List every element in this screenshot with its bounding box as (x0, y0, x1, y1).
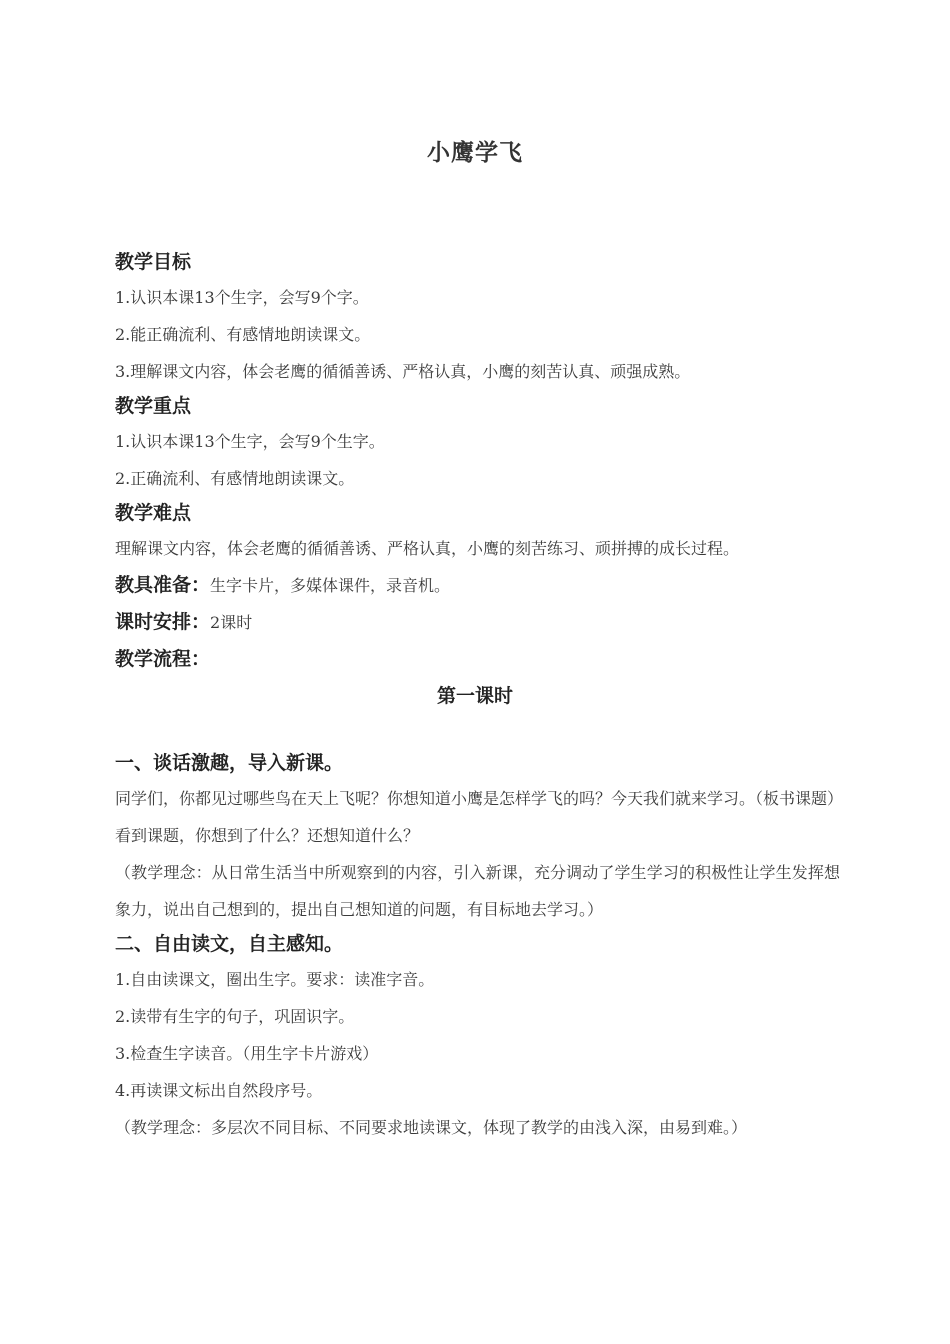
section2-item-4: 4.再读课文标出自然段序号。 (115, 1081, 323, 1100)
schedule-value: 2课时 (210, 613, 253, 632)
materials-value: 生字卡片，多媒体课件，录音机。 (210, 576, 451, 595)
materials-row (115, 567, 840, 604)
key-point-item-2: 2.正确流利、有感情地朗读课文。 (115, 469, 355, 488)
difficulties-text: 理解课文内容，体会老鹰的循循善诱、严格认真，小鹰的刻苦练习、顽拼搏的成长过程。 (115, 539, 740, 558)
section1-heading: 一、谈话激趣，导入新课。 (115, 752, 344, 774)
goal-item-2: 2.能正确流利、有感情地朗读课文。 (115, 325, 371, 344)
section2-teaching-note: （教学理念：多层次不同目标、不同要求地读课文，体现了教学的由浅入深，由易到难。） (115, 1118, 748, 1137)
process-row (115, 641, 840, 678)
goal-item-3: 3.理解课文内容，体会老鹰的循循善诱、严格认真，小鹰的刻苦认真、顽强成熟。 (115, 362, 691, 381)
document-title: 小鹰学飞 (427, 140, 523, 166)
materials-label: 教具准备： (115, 574, 211, 596)
section2-item-1: 1.自由读课文，圈出生字。要求：读准字音。 (115, 970, 435, 989)
schedule-row (115, 604, 840, 641)
section1-paragraph-1: 同学们，你都见过哪些鸟在天上飞呢？你想知道小鹰是怎样学飞的吗？今天我们就来学习。（板书课题） (115, 789, 844, 808)
lesson1-heading: 第一课时 (436, 685, 513, 707)
section2-item-3: 3.检查生字读音。（用生字卡片游戏） (115, 1044, 379, 1063)
section2-item-2: 2.读带有生字的句子，巩固识字。 (115, 1007, 355, 1026)
section1-paragraph-2: 看到课题，你想到了什么？还想知道什么？ (115, 826, 420, 845)
schedule-label: 课时安排： (115, 611, 211, 633)
goal-item-1: 1.认识本课13个生字，会写9个字。 (115, 288, 369, 307)
key-point-item-1: 1.认识本课13个生字，会写9个生字。 (115, 432, 385, 451)
section1-teaching-note: （教学理念：从日常生活当中所观察到的内容，引入新课，充分调动了学生学习的积极性让学生发挥想象力，说出自己想到的，提出自己想知道的问题，有目标地去学习。） (115, 863, 840, 919)
goals-heading: 教学目标 (115, 251, 192, 273)
difficulties-heading: 教学难点 (115, 502, 192, 524)
process-label: 教学流程： (115, 648, 211, 670)
section2-heading: 二、自由读文，自主感知。 (115, 933, 344, 955)
document-body (115, 246, 844, 1146)
key-points-heading: 教学重点 (115, 395, 192, 417)
